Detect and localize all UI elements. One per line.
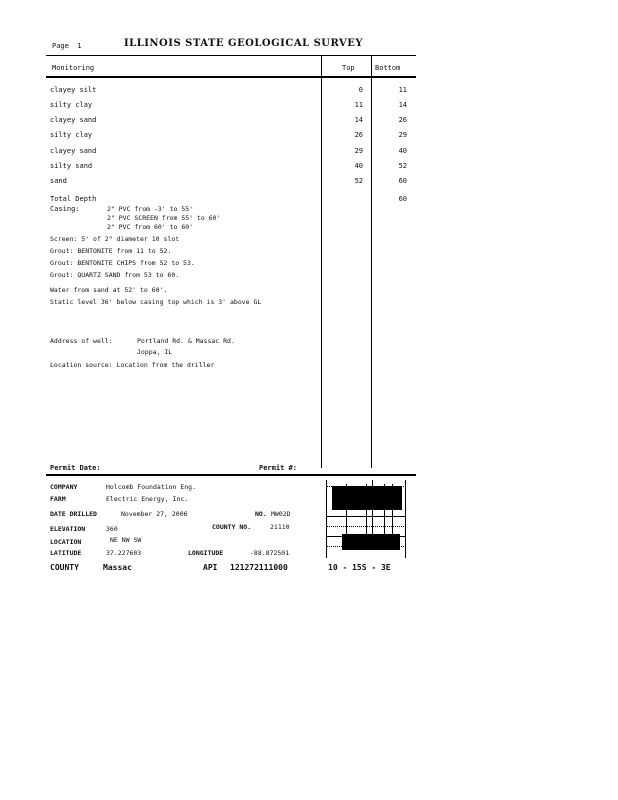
- casing-line: 2" PVC from 60' to 60': [107, 223, 194, 231]
- casing-label: Casing:: [50, 205, 80, 213]
- date-drilled-value: November 27, 2006: [121, 510, 188, 518]
- permit-rule: [46, 474, 416, 476]
- grout-note: Grout: QUARTZ SAND from 53 to 60.: [50, 271, 180, 279]
- formation-bottom: 52: [398, 162, 407, 170]
- formation-name: silty sand: [50, 162, 93, 170]
- formation-bottom: 29: [398, 131, 407, 139]
- section-location-grid: [326, 480, 406, 568]
- page-number: Page 1: [52, 42, 82, 50]
- address-line: Joppa, IL: [137, 348, 173, 356]
- screen-note: Screen: 5' of 2" diameter 10 slot: [50, 235, 180, 243]
- formation-bottom: 14: [398, 101, 407, 109]
- casing-line: 2" PVC from -3' to 55': [107, 205, 194, 213]
- formation-top: 40: [354, 162, 363, 170]
- formation-top: 11: [354, 101, 363, 109]
- address-label: Address of well:: [50, 337, 113, 345]
- well-number-label: NO.: [255, 510, 267, 518]
- county-value: Massac: [103, 563, 132, 572]
- well-number-value: MW02D: [271, 510, 291, 518]
- date-drilled-label: DATE DRILLED: [50, 510, 97, 518]
- formation-name: silty clay: [50, 101, 93, 109]
- formation-bottom: 60: [398, 177, 407, 185]
- column-header-top: Top: [342, 64, 355, 72]
- longitude-label: LONGITUDE: [188, 549, 224, 557]
- location-label: LOCATION: [50, 538, 82, 546]
- formation-name: silty clay: [50, 131, 93, 139]
- formation-top: 52: [354, 177, 363, 185]
- section-township-range: 10 - 15S - 3E: [328, 563, 391, 572]
- formation-name: clayey sand: [50, 116, 97, 124]
- survey-title: ILLINOIS STATE GEOLOGICAL SURVEY: [124, 38, 364, 49]
- formation-bottom: 26: [398, 116, 407, 124]
- formation-name: clayey silt: [50, 86, 97, 94]
- redaction-block: [342, 534, 400, 550]
- grid-line: [326, 526, 406, 527]
- latitude-label: LATITUDE: [50, 549, 82, 557]
- farm-label: FARM: [50, 495, 66, 503]
- formation-name: sand: [50, 177, 67, 185]
- location-value: NE NW SW: [110, 536, 142, 544]
- api-value: 121272111000: [230, 563, 288, 572]
- longitude-value: -88.872501: [250, 549, 290, 557]
- header-rule: [46, 55, 416, 56]
- grout-note: Grout: BENTONITE from 11 to 52.: [50, 247, 172, 255]
- formation-top: 29: [354, 147, 363, 155]
- farm-value: Electric Energy, Inc.: [106, 495, 189, 503]
- table-header-rule: [46, 76, 416, 78]
- water-note: Water from sand at 52' to 60'.: [50, 286, 168, 294]
- formation-name: clayey sand: [50, 147, 97, 155]
- formation-bottom: 40: [398, 147, 407, 155]
- company-label: COMPANY: [50, 483, 78, 491]
- company-value: Holcomb Foundation Eng.: [106, 483, 197, 491]
- total-depth-label: Total Depth: [50, 195, 97, 203]
- casing-line: 2" PVC SCREEN from 55' to 60': [107, 214, 221, 222]
- location-source-note: Location source: Location from the driller: [50, 361, 215, 369]
- latitude-value: 37.227603: [106, 549, 142, 557]
- grout-note: Grout: BENTONITE CHIPS from 52 to 53.: [50, 259, 195, 267]
- static-level-note: Static level 36' below casing top which is 3' above GL: [50, 298, 262, 306]
- formation-top: 0: [358, 86, 363, 94]
- county-number-value: 21110: [270, 523, 290, 531]
- api-label: API: [203, 563, 218, 572]
- formation-bottom: 11: [398, 86, 407, 94]
- formation-top: 14: [354, 116, 363, 124]
- total-depth-value: 60: [398, 195, 407, 203]
- permit-number-label: Permit #:: [259, 464, 297, 472]
- county-label: COUNTY: [50, 563, 79, 572]
- formation-top: 26: [354, 131, 363, 139]
- column-header-formation: Monitoring: [52, 64, 95, 72]
- grid-line: [326, 516, 406, 517]
- address-line: Portland Rd. & Massac Rd.: [137, 337, 235, 345]
- redaction-block: [332, 486, 402, 510]
- elevation-value: 360: [106, 525, 118, 533]
- elevation-label: ELEVATION: [50, 525, 86, 533]
- permit-date-label: Permit Date:: [50, 464, 101, 472]
- top-column-divider: [321, 56, 322, 468]
- column-header-bottom: Bottom: [375, 64, 401, 72]
- county-number-label: COUNTY NO.: [212, 523, 252, 531]
